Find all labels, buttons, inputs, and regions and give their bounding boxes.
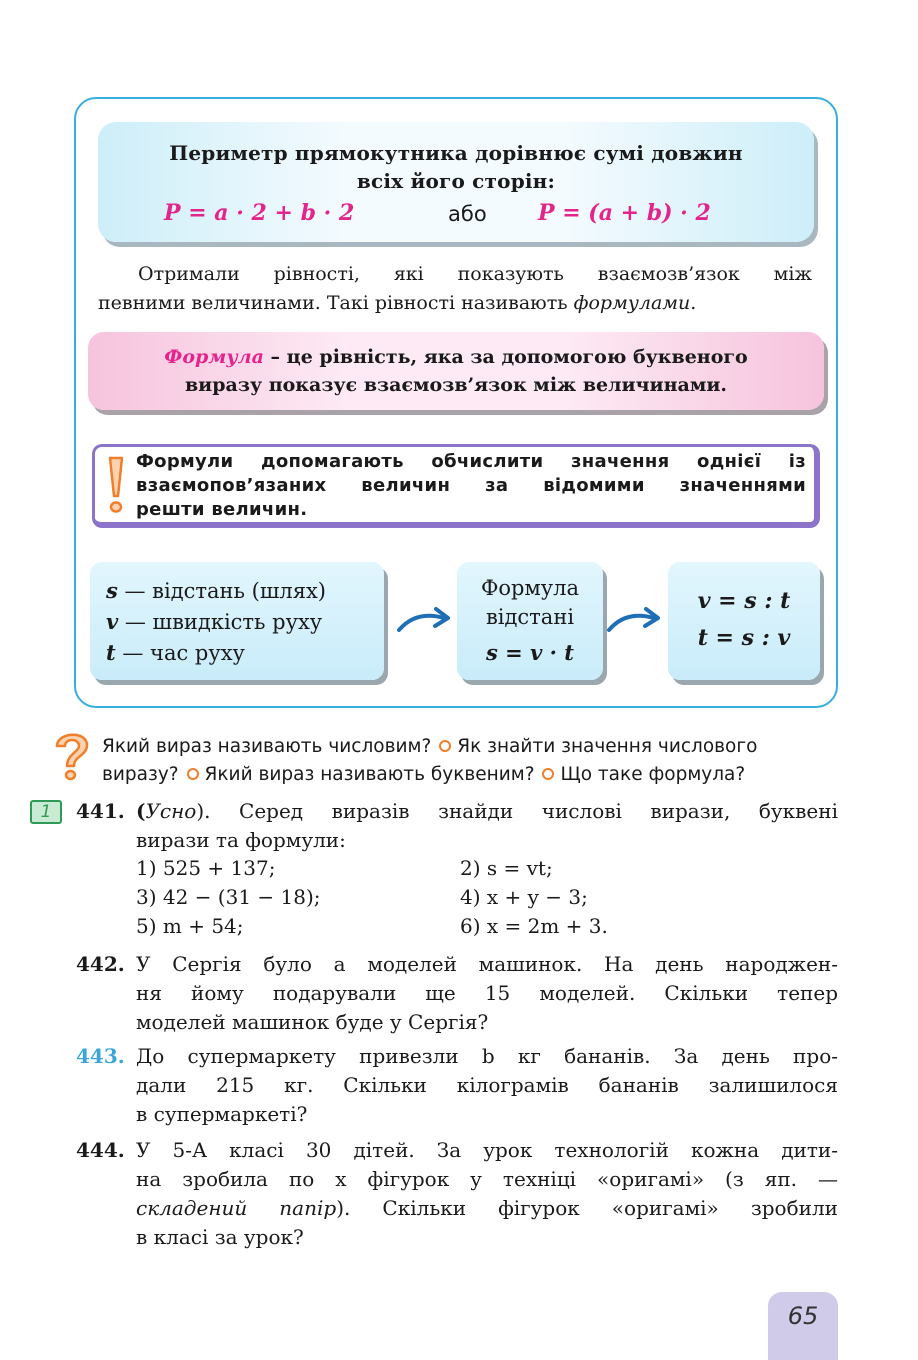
arrow-right-icon xyxy=(396,604,456,636)
option-2: 2) s = vt; xyxy=(460,856,553,880)
formula-t: t = s : v xyxy=(697,625,791,651)
definition-text: Формула – це рівність, яка за допомогою буквеного виразу показує взаємозв’язок між величинами. xyxy=(164,346,748,396)
variable-v: v — швидкість руху xyxy=(106,609,323,634)
option-4: 4) x + y − 3; xyxy=(460,885,588,909)
definition-term: Формула xyxy=(164,346,264,368)
option-6: 6) x = 2m + 3. xyxy=(460,914,608,938)
or-word: або xyxy=(448,202,487,226)
task-number-441: 441. xyxy=(76,799,125,823)
bullet-circle-icon xyxy=(542,768,554,780)
note-text: Формули допомагають обчислити значення однієї із взаємопов’язаних величин за відомими значеннями решти величин. xyxy=(136,451,806,520)
perimeter-title: Периметр прямокутника дорівнює сумі довжин всіх його сторін: xyxy=(169,141,743,193)
variables-box xyxy=(90,562,384,680)
option-3: 3) 42 − (31 − 18); xyxy=(136,885,321,909)
page-number: 65 xyxy=(787,1302,819,1330)
bullet-circle-icon xyxy=(187,768,199,780)
perimeter-formula-1: P = a · 2 + b · 2 xyxy=(164,200,355,226)
task-441: (Усно). Серед виразів знайди числові вирази, буквені вирази та формули: xyxy=(136,799,838,852)
derived-formulas-box xyxy=(668,562,820,680)
task-number-443: 443. xyxy=(76,1044,125,1068)
option-5: 5) m + 54; xyxy=(136,914,244,938)
question-mark-icon xyxy=(52,730,92,782)
exclamation-icon xyxy=(106,454,126,516)
task-number-442: 442. xyxy=(76,952,125,976)
task-number-444: 444. xyxy=(76,1138,125,1162)
distance-formula-box: Формула відстані s = v · t xyxy=(457,562,603,680)
intro-paragraph: Отримали рівності, які показують взаємозв’язок між певними величинами. Такі рівності називають формулами. xyxy=(98,263,812,314)
bullet-circle-icon xyxy=(439,740,451,752)
task-443: До супермаркету привезли b кг бананів. За день про- дали 215 кг. Скільки кілограмів бананів залишилося в супермаркеті? xyxy=(136,1044,838,1126)
page-number-tab xyxy=(768,1292,838,1360)
perimeter-box xyxy=(98,122,814,242)
definition-box xyxy=(88,332,824,410)
arrow-right-icon xyxy=(606,604,666,636)
variable-t: t — час руху xyxy=(106,640,245,665)
variable-s: s — відстань (шлях) xyxy=(106,578,326,603)
task-444: У 5-А класі 30 дітей. За урок технологій кожна дити- на зробила по x фігурок у техніці «оригамі» (з яп. — складений папір). Скільки фігурок «оригамі» зробили в класі за урок? xyxy=(136,1138,839,1249)
review-questions: Який вираз називають числовим? Як знайти значення числового виразу? Який вираз називають буквеним? Що таке формула? xyxy=(102,736,758,785)
level-badge: 1 xyxy=(30,800,62,824)
task-442: У Сергія було a моделей машинок. На день народжен- ня йому подарували ще 15 моделей. Скільки тепер моделей машинок буде у Сергія? xyxy=(136,952,838,1034)
formula-v: v = s : t xyxy=(697,588,791,614)
option-1: 1) 525 + 137; xyxy=(136,856,276,880)
perimeter-formula-2: P = (a + b) · 2 xyxy=(538,200,711,226)
distance-formula: s = v · t xyxy=(486,640,574,665)
